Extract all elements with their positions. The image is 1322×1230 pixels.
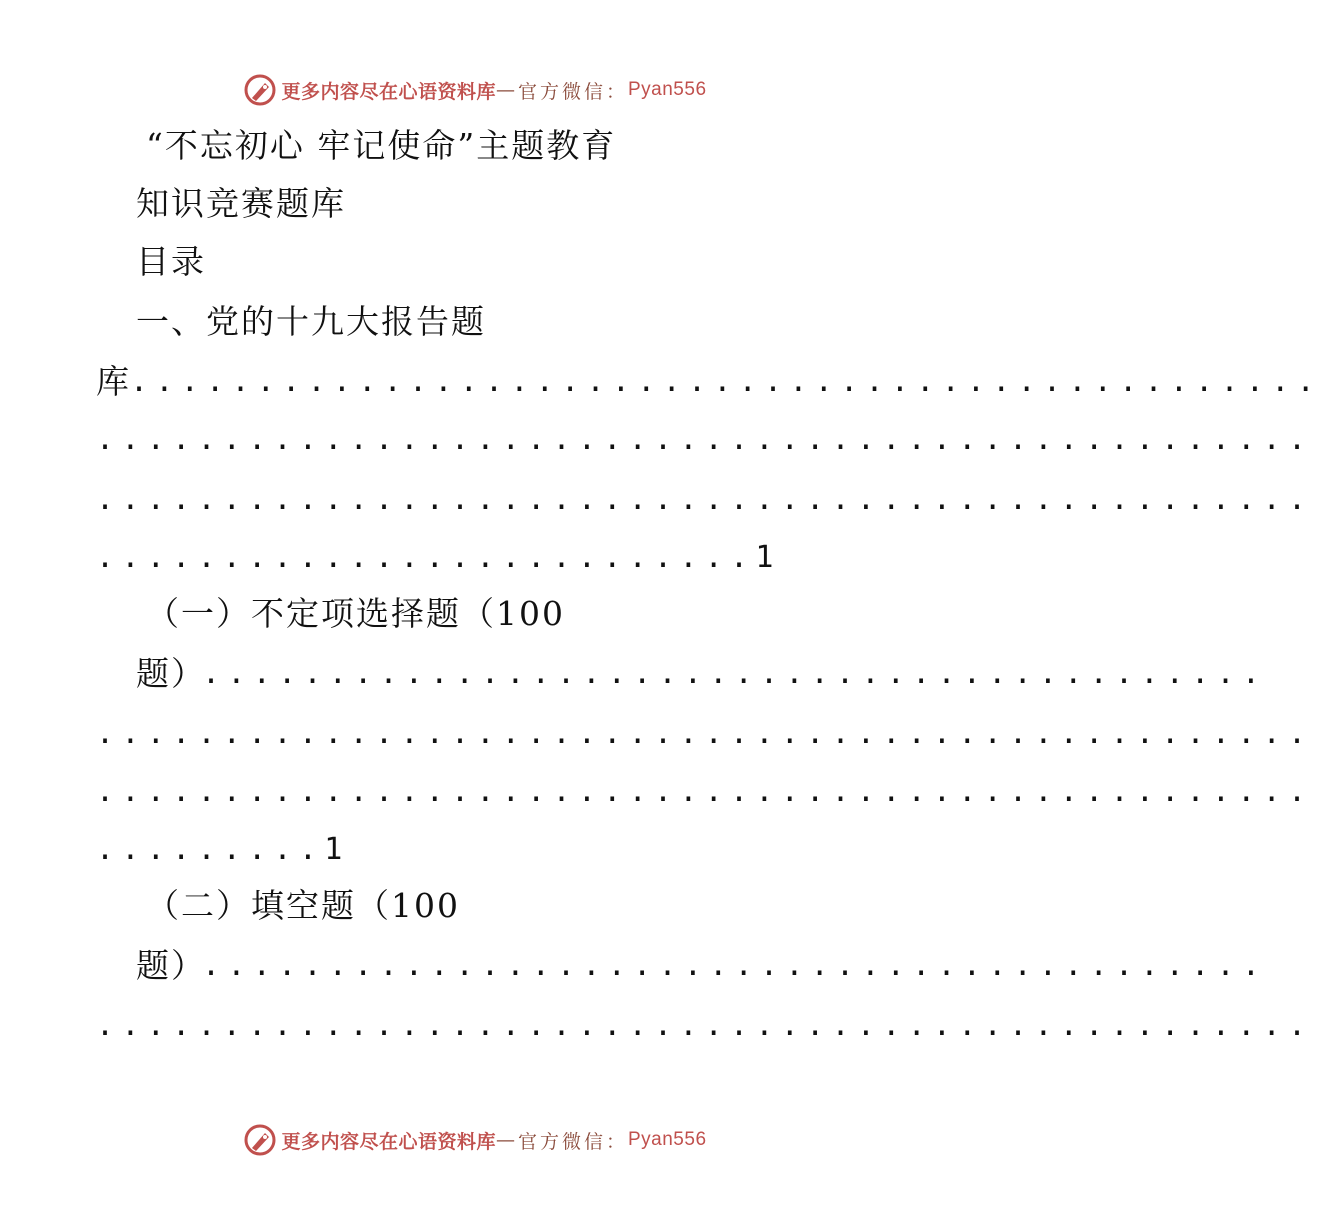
banner-wechat-id: Pyan556	[628, 79, 707, 100]
toc-entry-label-continued: 题）	[136, 946, 206, 985]
footer-banner	[0, 1120, 950, 1160]
toc-entry-label-continued: 库	[96, 362, 131, 401]
toc-page-number: 1	[324, 832, 343, 867]
toc-entry-label-continued: 题）	[136, 654, 206, 693]
toc-leader-dots: ................................................	[96, 1008, 1314, 1043]
banner-text: 更多内容尽在心语资料库	[281, 80, 496, 103]
pen-nib-logo-icon	[243, 1123, 277, 1157]
toc-leader-dots: ................................................	[96, 774, 1314, 809]
toc-leader-dots-final: .........1	[96, 832, 343, 867]
document-subtitle: 知识竞赛题库	[136, 184, 346, 223]
toc-leader-dots: ................................................	[96, 716, 1314, 751]
toc-entry-label: （二）填空题（100	[146, 886, 460, 925]
banner-dash: —	[495, 79, 518, 101]
toc-leader-dots: ................................................	[96, 422, 1314, 457]
banner-wechat-id: Pyan556	[628, 1129, 707, 1150]
toc-entry-label: （一）不定项选择题（100	[146, 594, 565, 633]
banner-text: 更多内容尽在心语资料库	[281, 1130, 496, 1153]
toc-leader-dots: ...............................................	[130, 364, 1322, 399]
toc-leader-dots: ................................................	[96, 482, 1314, 517]
toc-leader-dots-final: ..........................1	[96, 540, 774, 575]
document-title: “不忘初心 牢记使命”主题教育	[146, 126, 617, 165]
toc-leader-dots: ..........................................	[202, 656, 1268, 691]
header-banner	[0, 70, 950, 110]
banner-wechat-label: 官方微信：	[517, 1130, 628, 1153]
toc-leader-dots: ..........................................	[202, 948, 1268, 983]
banner-wechat-label: 官方微信：	[517, 80, 628, 103]
toc-page-number: 1	[755, 540, 774, 575]
banner-dash: —	[495, 1129, 518, 1151]
pen-nib-logo-icon	[243, 73, 277, 107]
toc-entry-label: 一、党的十九大报告题	[136, 302, 486, 341]
toc-heading: 目录	[136, 242, 206, 281]
